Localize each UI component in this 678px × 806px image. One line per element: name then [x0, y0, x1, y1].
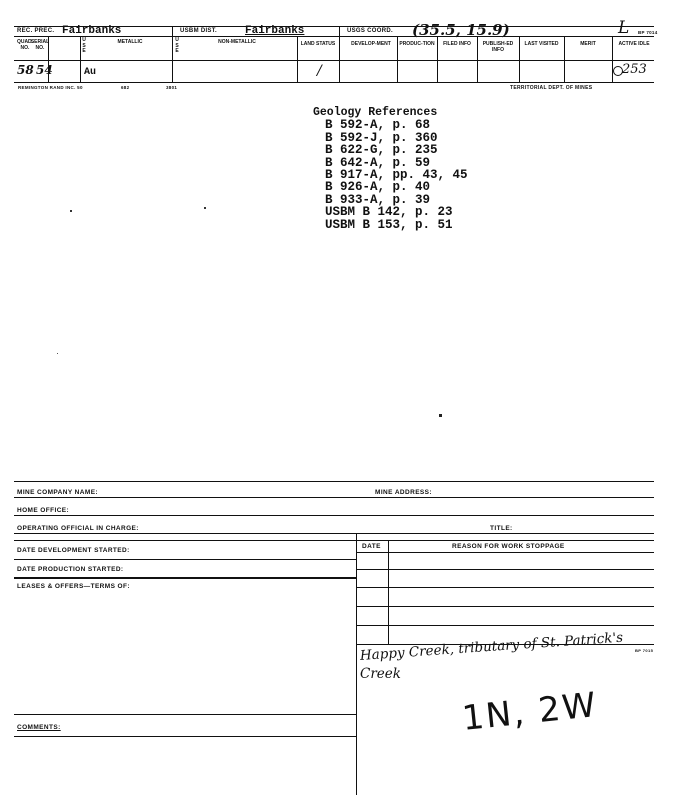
reference-list: [325, 119, 468, 231]
home-office-label: HOME OFFICE:: [17, 507, 70, 514]
col-last-visited: LAST VISITED: [524, 41, 559, 47]
comments-label: COMMENTS:: [17, 724, 61, 731]
department-name: TERRITORIAL DEPT. OF MINES: [510, 85, 593, 91]
printer-code-2: 3801: [166, 85, 178, 90]
row-quad: 58: [17, 63, 34, 77]
geology-heading: Geology References: [313, 106, 438, 119]
row-active-idle: 253: [622, 62, 647, 77]
usgs-coord-label: USGS COORD.: [347, 28, 393, 34]
col-active-idle: ACTIVE IDLE: [618, 41, 650, 47]
speck: [204, 207, 206, 209]
reference-item: B 622-G, p. 235: [325, 143, 438, 158]
rec-prec-label: REC. PREC.: [17, 28, 55, 34]
printer-name: REMINGTON RAND INC. 50: [18, 85, 83, 90]
reference-item: USBM B 142, p. 23: [325, 205, 453, 220]
row-serial: 54: [36, 63, 53, 77]
usbm-dist-value: Fairbanks: [245, 25, 305, 37]
form-number: BP 7014: [638, 30, 658, 35]
date-development-label: DATE DEVELOPMENT STARTED:: [17, 547, 130, 554]
title-label: TITLE:: [490, 525, 513, 532]
geology-references: [313, 107, 468, 231]
leases-label: LEASES & OFFERS—TERMS OF:: [17, 583, 130, 590]
col-metallic: METALLIC: [117, 39, 143, 45]
col-use-2: U S E: [175, 37, 179, 54]
reference-item: B 642-A, p. 59: [325, 155, 431, 170]
reference-item: USBM B 153, p. 51: [325, 217, 453, 232]
handwritten-township: 1N, 2W: [460, 685, 600, 739]
reference-item: B 933-A, p. 39: [325, 192, 431, 207]
form-number-2: BP 7015: [635, 648, 654, 653]
code-letter: L: [618, 18, 630, 38]
col-development: DEVELOP-MENT: [351, 41, 391, 47]
col-filed-info: FILED INFO: [443, 41, 471, 47]
row-metallic: Au: [84, 67, 97, 78]
col-land-status: LAND STATUS: [300, 41, 336, 47]
reference-item: B 926-A, p. 40: [325, 180, 431, 195]
usbm-dist-label: USBM DIST.: [180, 28, 218, 34]
mine-address-label: MINE ADDRESS:: [375, 489, 432, 496]
col-quad: QUAD. NO.: [16, 39, 34, 51]
handwritten-location-line1: Happy Creek, tributary of St. Patrick's: [359, 629, 624, 664]
col-production: PRODUC-TION: [399, 41, 435, 47]
col-published-info: PUBLISH-ED INFO: [482, 41, 514, 53]
mine-company-label: MINE COMPANY NAME:: [17, 489, 98, 496]
reference-item: B 592-A, p. 68: [325, 118, 431, 133]
speck: [57, 353, 58, 354]
col-serial: SERIAL NO.: [30, 39, 50, 51]
speck: [439, 414, 442, 417]
active-idle-circle-mark: [613, 66, 623, 76]
rec-prec-value: Fairbanks: [62, 25, 122, 37]
usgs-coord-value: (35.5, 15.9): [412, 21, 510, 39]
handwritten-location-line2: Creek: [360, 666, 401, 682]
operating-official-label: OPERATING OFFICIAL IN CHARGE:: [17, 525, 139, 532]
col-merit: MERIT: [580, 41, 596, 47]
date-production-label: DATE PRODUCTION STARTED:: [17, 566, 124, 573]
speck: [70, 210, 72, 212]
reference-item: B 917-A, pp. 43, 45: [325, 168, 468, 183]
stoppage-date-header: DATE: [362, 543, 381, 550]
row-land-mark: /: [317, 63, 322, 79]
printer-code-1: 682: [121, 85, 130, 90]
col-non-metallic: NON-METALLIC: [218, 39, 256, 45]
stoppage-reason-header: REASON FOR WORK STOPPAGE: [452, 543, 565, 550]
col-use: U S E: [82, 37, 86, 54]
reference-item: B 592-J, p. 360: [325, 130, 438, 145]
